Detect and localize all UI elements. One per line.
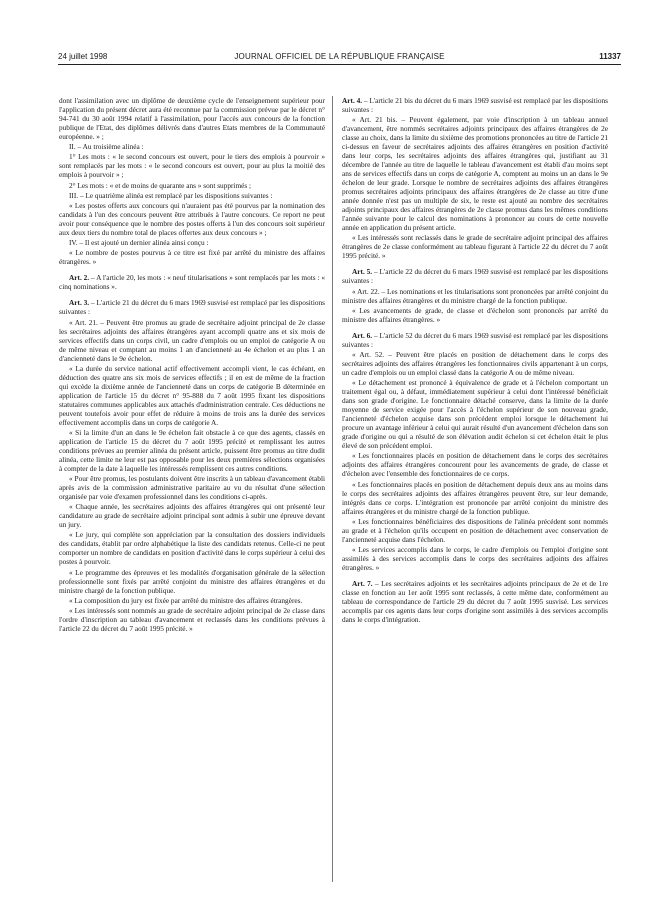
paragraph: « Le détachement est prononcé à équivalence de grade et à l'échelon comportant un traitement égal ou, à défaut, immédiatement supérieur à celui dont l'intéressé bénéficiait dans son grade d'origine. Le fonctionnaire détaché conserve, dans la limite de la durée moyenne de service exigée pour l'accès à l'échelon supérieur de son nouveau grade, l'ancienneté d'échelon acquise dans son précédent emploi lorsque le détachement lui procure un avantage inférieur à celui qui aurait résulté d'un avancement d'échelon dans son grade d'origine ou qui a résulté de son élévation audit échelon si cet échelon était le plus élevé de son précédent emploi. bbox=[342, 378, 608, 451]
article-5 bbox=[342, 267, 608, 285]
article-heading: Art. 4. bbox=[342, 96, 363, 105]
paragraph: IV. – Il est ajouté un dernier alinéa ainsi conçu : bbox=[69, 238, 209, 248]
header-date: 24 juillet 1998 bbox=[58, 52, 108, 61]
paragraph: « Les intéressés sont nommés au grade de secrétaire adjoint principal de 2e classe dans l'ordre d'inscription au tableau d'avancement et reclassés dans les conditions prévues à l'article 22 du décret du 7 août 1995 précité. » bbox=[59, 606, 325, 633]
paragraph: « Le jury, qui complète son appréciation par la consultation des dossiers individuels des candidats, établit par ordre alphabétique la liste des candidats retenus. Celle-ci ne peut comporter un nombre de candidats en position d'activité dans le corps supérieur à celui des postes à pourvoir. bbox=[59, 530, 325, 567]
article-6 bbox=[342, 331, 608, 349]
article-text: – A l'article 20, les mots : « neuf titularisations » sont remplacés par les mots : « cinq nominations ». bbox=[59, 273, 325, 292]
article-3 bbox=[59, 298, 325, 316]
paragraph: « Le nombre de postes pourvus à ce titre est fixé par arrêté du ministre des affaires étrangères. » bbox=[59, 248, 325, 267]
article-2 bbox=[59, 273, 325, 291]
article-heading: Art. 2. bbox=[69, 273, 90, 283]
paragraph: « Les avancements de grade, de classe et d'échelon sont prononcés par arrêté du ministre des affaires étrangères. » bbox=[342, 305, 608, 324]
article-heading: Art. 3. bbox=[69, 298, 90, 308]
paragraph: 1° Les mots : « le second concours est ouvert, pour le tiers des emplois à pourvoir » sont remplacés par les mots : « le second concours est ouvert, pour au plus la moitié des emplois à pourvoir » ; bbox=[59, 152, 325, 180]
paragraph: « Art. 21. – Peuvent être promus au grade de secrétaire adjoint principal de 2e classe les secrétaires adjoints des affaires étrangères ayant accompli quatre ans et six mois de services effectifs dans un corps civil, un cadre d'emplois ou un emploi de catégorie A ou de même niveau et comptant au moins 1 an d'ancienneté au 4e échelon et au plus 1 an d'ancienneté dans le 9e échelon. bbox=[59, 317, 325, 363]
article-text: – L'article 52 du décret du 6 mars 1969 susvisé est remplacé par les dispositions suivantes : bbox=[342, 330, 608, 349]
article-7 bbox=[342, 579, 608, 624]
paragraph: dont l'assimilation avec un diplôme de deuxième cycle de l'enseignement supérieur pour l'application du présent décret aura été reconnue par la commission prévue par le décret n° 94-741 du 30 août 1994 relatif à l'assimilation, pour l'accès aux concours de la fonction publique de l'Etat, des diplômes délivrés dans d'autres Etats membres de la Communauté européenne. » ; bbox=[59, 96, 325, 141]
article-text: – Les secrétaires adjoints et les secrétaires adjoints principaux de 2e et de 1re classe en fonction au 1er août 1995 sont reclassés, à cette même date, conformément au tableau de correspondance de l'article 29 du décret du 7 août 1995 susvisé. Les services accomplis par ces agents dans leur corps d'origine sont assimilés à des services accomplis dans le corps d'intégration. bbox=[342, 578, 608, 624]
paragraph: « Art. 52. – Peuvent être placés en position de détachement dans le corps des secrétaires adjoints des affaires étrangères les fonctionnaires civils appartenant à un corps, un cadre d'emplois ou un emploi classé dans la catégorie A ou de même niveau. bbox=[342, 349, 608, 377]
paragraph: « Le programme des épreuves et les modalités d'organisation générale de la sélection professionnelle sont fixés par arrêté conjoint du ministre des affaires étrangères et du ministre chargé de la fonction publique. bbox=[59, 567, 325, 595]
paragraph: « La durée du service national actif effectivement accompli vient, le cas échéant, en déduction des quatre ans six mois de services effectifs ; il en est de même de la fraction qui excède la dixième année de l'ancienneté dans un corps de catégorie B déterminée en application de l'article 15 du décret n° 95-888 du 7 août 1995 fixant les dispositions statutaires communes applicables aux attachés d'administration centrale. Ces déductions ne peuvent toutefois avoir pour effet de réduire à moins de trois ans la durée des services effectivement accomplis dans un corps de catégorie A. bbox=[59, 363, 325, 427]
article-4 bbox=[342, 96, 608, 114]
header-journal-title: JOURNAL OFFICIEL DE LA RÉPUBLIQUE FRANÇAISE bbox=[234, 52, 445, 61]
article-heading: Art. 6. bbox=[352, 330, 373, 340]
article-text: – L'article 22 du décret du 6 mars 1969 susvisé est remplacé par les dispositions suivantes : bbox=[342, 267, 608, 286]
paragraph: « Les fonctionnaires placés en position de détachement depuis deux ans au moins dans le corps des secrétaires adjoints des affaires étrangères peuvent être, sur leur demande, intégrés dans ce corps. L'intégration est prononcée par arrêté conjoint du ministre des affaires étrangères et du ministre chargé de la fonction publique. bbox=[342, 479, 608, 516]
paragraph: « Chaque année, les secrétaires adjoints des affaires étrangères qui ont présenté leur candidature au grade de secrétaire adjoint principal sont admis à subir une épreuve devant un jury. bbox=[59, 502, 325, 530]
right-column bbox=[342, 96, 608, 886]
article-text: – L'article 21 bis du décret du 6 mars 1969 susvisé est remplacé par les dispositions suivantes : bbox=[342, 96, 608, 114]
paragraph: « Art. 22. – Les nominations et les titularisations sont prononcées par arrêté conjoint du ministre des affaires étrangères et du ministre chargé de la fonction publique. bbox=[342, 286, 608, 305]
paragraph: « Les fonctionnaires bénéficiaires des dispositions de l'alinéa précédent sont nommés au grade et à l'échelon qu'ils occupent en position de détachement avec conservation de l'ancienneté acquise dans l'échelon. bbox=[342, 516, 608, 544]
paragraph: « La composition du jury est fixée par arrêté du ministre des affaires étrangères. bbox=[69, 595, 303, 605]
paragraph: « Les intéressés sont reclassés dans le grade de secrétaire adjoint principal des affaires étrangères de 2e classe conformément au tableau figurant à l'article 22 du décret du 7 août 1995 précité. » bbox=[342, 233, 608, 261]
paragraph: « Pour être promus, les postulants doivent être inscrits à un tableau d'avancement établi après avis de la commission administrative paritaire au vu du résultat d'une sélection organisée par voie d'examen professionnel dans les conditions ci-après. bbox=[59, 474, 325, 502]
paragraph: « Les postes offerts aux concours qui n'auraient pas été pourvus par la nomination des candidats à l'un des concours peuvent être attribués à l'autre concours. Ce report ne peut avoir pour conséquence que le nombre des postes offerts à l'un des concours soit supérieur aux deux tiers du nombre total de places offertes aux deux concours » ; bbox=[59, 200, 325, 237]
paragraph: « Art. 21 bis. – Peuvent également, par voie d'inscription à un tableau annuel d'avancement, être nommés secrétaires adjoints principaux des affaires étrangères de 2e classe au choix, dans la limite du sixième des promotions prononcées au titre de l'article 21 ci-dessus en faveur de secrétaires adjoints des affaires étrangères en position d'activité dans leur corps, les secrétaires adjoints des affaires étrangères qui, justifiant au 31 décembre de l'année au titre de laquelle le tableau d'avancement est établi d'au moins sept ans de services effectifs dans un corps de catégorie A, comptent au moins un an dans le 9e échelon de leur grade. Lorsque le nombre de secrétaires adjoints des affaires étrangères promus secrétaires adjoints principaux des affaires étrangères de 2e classe au titre d'une année donnée n'est pas un multiple de six, le reste est ajouté au nombre des secrétaires adjoints principaux des affaires étrangères de 2e classe promus dans les mêmes conditions l'année suivante pour le calcul des nominations à prononcer au cours de cette nouvelle année en application du présent article. bbox=[342, 115, 608, 233]
page-header bbox=[58, 50, 621, 65]
paragraph: « Si la limite d'un an dans le 9e échelon fait obstacle à ce que des agents, classés en application de l'article 15 du décret du 7 août 1995 précité et remplissant les autres conditions prévues au premier alinéa du présent article, puissent être promus au titre dudit alinéa, cette limite ne leur est pas opposable pour les deux premières sélections organisées à compter de la date à laquelle les intéressés remplissent ces autres conditions. bbox=[59, 427, 325, 473]
paragraph: 2° Les mots : « et de moins de quarante ans » sont supprimés ; bbox=[69, 180, 252, 190]
article-heading: Art. 5. bbox=[352, 267, 373, 277]
header-page-number: 11337 bbox=[599, 52, 621, 61]
paragraph: « Les services accomplis dans le corps, le cadre d'emplois ou l'emploi d'origine sont assimilés à des services accomplis dans le corps des secrétaires adjoints des affaires étrangères. » bbox=[342, 544, 608, 572]
left-column bbox=[59, 96, 325, 886]
article-heading: Art. 7. bbox=[352, 578, 373, 588]
paragraph: « Les fonctionnaires placés en position de détachement dans le corps des secrétaires adjoints des affaires étrangères concourent pour les avancements de grade, de classe et d'échelon avec l'ensemble des fonctionnaires de ce corps. bbox=[342, 451, 608, 479]
column-divider bbox=[332, 96, 333, 882]
paragraph: II. – Au troisième alinéa : bbox=[69, 142, 144, 152]
article-text: – L'article 21 du décret du 6 mars 1969 susvisé est remplacé par les dispositions suivantes : bbox=[59, 298, 325, 317]
paragraph: III. – Le quatrième alinéa est remplacé par les dispositions suivantes : bbox=[69, 190, 273, 200]
